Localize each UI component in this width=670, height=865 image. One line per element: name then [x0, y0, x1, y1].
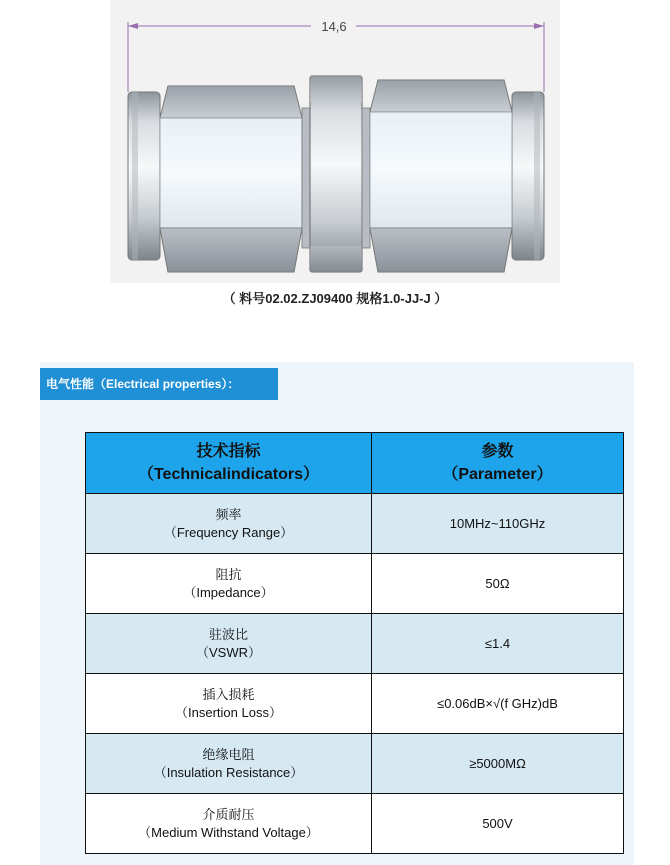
indicator-cell	[86, 494, 372, 554]
indicator-en: （Insulation Resistance）	[153, 764, 304, 780]
table-row	[86, 554, 624, 614]
indicator-cell	[86, 674, 372, 734]
section-title: 电气性能（Electrical properties）：	[40, 368, 278, 400]
dimension-label: 14,6	[321, 19, 347, 34]
left-hex-nut	[160, 86, 302, 272]
table-row	[86, 674, 624, 734]
indicator-zh: 介质耐压	[202, 806, 255, 822]
connector-svg	[110, 0, 560, 283]
indicator-en: （Insertion Loss）	[175, 704, 282, 720]
spec-table	[85, 432, 624, 854]
indicator-cell	[86, 734, 372, 794]
indicator-en: （VSWR）	[195, 644, 261, 660]
table-row	[86, 614, 624, 674]
header-zh: 参数	[481, 443, 514, 460]
parameter-value: ≤0.06dB×√(f GHz)dB	[372, 674, 624, 734]
header-zh: 技术指标	[196, 443, 261, 460]
table-header-row	[86, 433, 624, 494]
table-row	[86, 494, 624, 554]
indicator-cell	[86, 554, 372, 614]
indicator-zh: 绝缘电阻	[202, 746, 255, 762]
table-row	[86, 734, 624, 794]
parameter-value: ≥5000MΩ	[372, 734, 624, 794]
parameter-value: 50Ω	[372, 554, 624, 614]
connector-drawing	[110, 0, 560, 283]
indicator-en: （Frequency Range）	[163, 524, 294, 540]
center-collar	[302, 76, 370, 272]
header-en: （Parameter）	[442, 466, 553, 483]
indicator-zh: 插入损耗	[202, 686, 255, 702]
indicator-zh: 驻波比	[208, 626, 248, 642]
parameter-value: 10MHz~110GHz	[372, 494, 624, 554]
right-hex-nut	[370, 80, 512, 272]
figure-caption: （ 料号02.02.ZJ09400 规格1.0-JJ-J ）	[222, 291, 448, 306]
indicator-zh: 频率	[215, 506, 242, 522]
header-parameter	[372, 433, 624, 494]
header-indicators	[86, 433, 372, 494]
indicator-cell	[86, 614, 372, 674]
indicator-en: （Medium Withstand Voltage）	[138, 824, 319, 840]
indicator-zh: 阻抗	[215, 566, 242, 582]
parameter-value: ≤1.4	[372, 614, 624, 674]
parameter-value: 500V	[372, 794, 624, 854]
indicator-cell	[86, 794, 372, 854]
header-en: （Technicalindicators）	[137, 466, 320, 483]
indicator-en: （Impedance）	[183, 584, 274, 600]
table-row	[86, 794, 624, 854]
